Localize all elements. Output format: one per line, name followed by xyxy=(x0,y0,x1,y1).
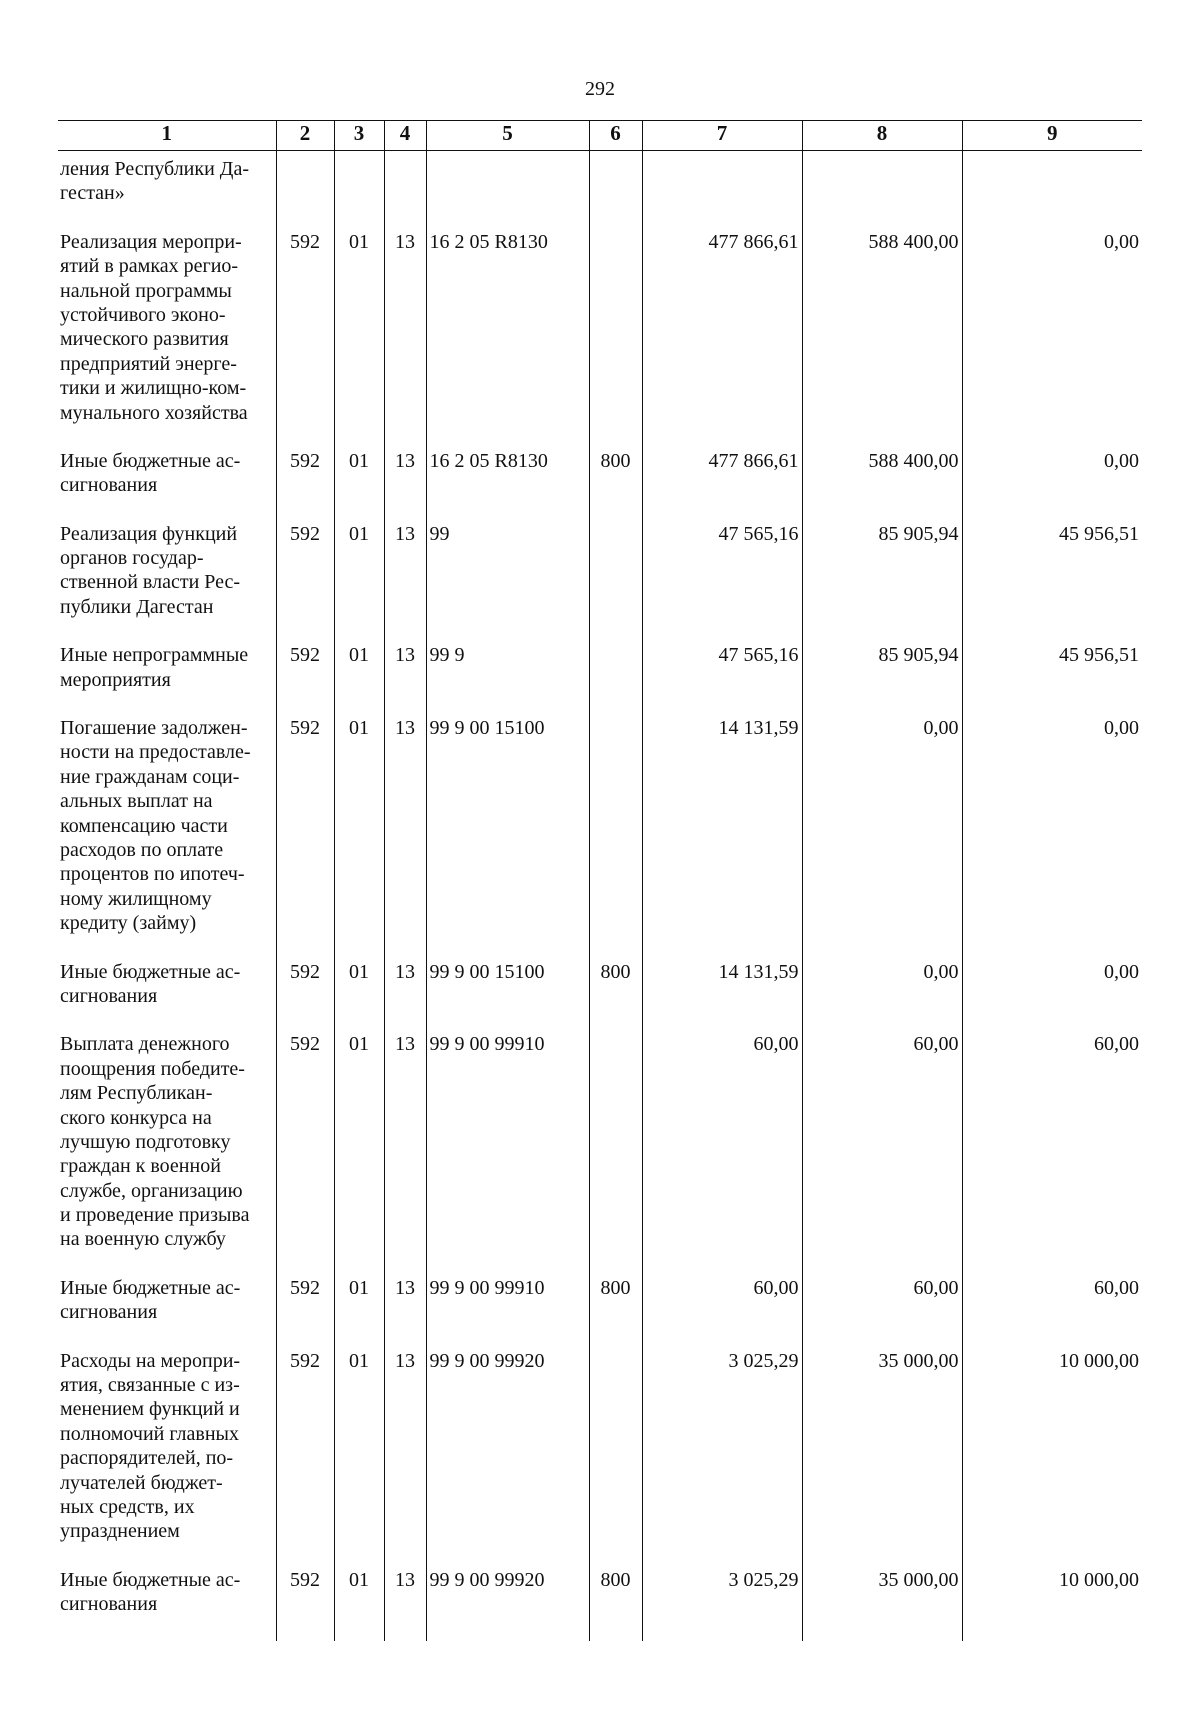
cell-col4: 13 xyxy=(384,637,426,710)
cell-col3: 01 xyxy=(334,1270,384,1343)
cell-col6: 800 xyxy=(589,1270,642,1343)
cell-col9: 0,00 xyxy=(962,954,1142,1027)
column-header-7: 7 xyxy=(642,121,802,151)
row-name-text: Иные непрограммные мероприятия xyxy=(60,644,249,691)
table-row xyxy=(58,224,1142,443)
cell-col9 xyxy=(962,151,1142,224)
cell-col4: 13 xyxy=(384,1270,426,1343)
cell-col3: 01 xyxy=(334,1562,384,1641)
cell-col6 xyxy=(589,516,642,638)
row-name-text: Реализация меропри- ятий в рамках регио- нальной программы устойчивого эконо- мического развития предприятий энерге- тики и жилищно-ком- мунального хозяйства xyxy=(60,230,248,424)
row-name-text: Иные бюджетные ас- сигнования xyxy=(60,960,241,1007)
cell-col4: 13 xyxy=(384,443,426,516)
cell-col7: 60,00 xyxy=(642,1026,802,1270)
row-name xyxy=(58,1270,276,1343)
cell-col6 xyxy=(589,1026,642,1270)
cell-col2: 592 xyxy=(276,637,334,710)
row-name xyxy=(58,637,276,710)
row-name-text: Иные бюджетные ас- сигнования xyxy=(60,449,241,497)
cell-col5: 99 9 00 99910 xyxy=(426,1026,589,1270)
cell-col3: 01 xyxy=(334,637,384,710)
cell-col6: 800 xyxy=(589,1562,642,1641)
row-name xyxy=(58,224,276,443)
cell-col5: 16 2 05 R8130 xyxy=(426,224,589,443)
cell-col7: 14 131,59 xyxy=(642,710,802,954)
cell-col7 xyxy=(642,151,802,224)
table-row xyxy=(58,151,1142,224)
cell-col8: 588 400,00 xyxy=(802,443,962,516)
cell-col9: 45 956,51 xyxy=(962,516,1142,638)
cell-col2: 592 xyxy=(276,1270,334,1343)
cell-col5: 99 xyxy=(426,516,589,638)
row-name-text: Иные бюджетные ас- сигнования xyxy=(60,1276,241,1324)
cell-col3: 01 xyxy=(334,954,384,1027)
row-name xyxy=(58,1026,276,1270)
cell-col5: 99 9 xyxy=(426,637,589,710)
cell-col4: 13 xyxy=(384,1343,426,1562)
cell-col6 xyxy=(589,224,642,443)
cell-col7: 47 565,16 xyxy=(642,637,802,710)
row-name-text: ления Республики Да- гестан» xyxy=(60,158,249,205)
cell-col5: 99 9 00 99920 xyxy=(426,1343,589,1562)
cell-col2: 592 xyxy=(276,1343,334,1562)
table-row xyxy=(58,1270,1142,1343)
cell-col9: 45 956,51 xyxy=(962,637,1142,710)
cell-col2: 592 xyxy=(276,710,334,954)
cell-col8: 35 000,00 xyxy=(802,1343,962,1562)
table-row xyxy=(58,1562,1142,1641)
cell-col2 xyxy=(276,151,334,224)
row-name xyxy=(58,1562,276,1641)
cell-col5: 16 2 05 R8130 xyxy=(426,443,589,516)
cell-col7: 477 866,61 xyxy=(642,443,802,516)
cell-col9: 0,00 xyxy=(962,710,1142,954)
cell-col5 xyxy=(426,151,589,224)
cell-col4: 13 xyxy=(384,710,426,954)
cell-col5: 99 9 00 15100 xyxy=(426,710,589,954)
cell-col8: 588 400,00 xyxy=(802,224,962,443)
column-header-4: 4 xyxy=(384,121,426,151)
cell-col4 xyxy=(384,151,426,224)
cell-col4: 13 xyxy=(384,516,426,638)
cell-col7: 60,00 xyxy=(642,1270,802,1343)
cell-col2: 592 xyxy=(276,1562,334,1641)
cell-col4: 13 xyxy=(384,1562,426,1641)
cell-col8: 60,00 xyxy=(802,1270,962,1343)
cell-col2: 592 xyxy=(276,443,334,516)
cell-col9: 60,00 xyxy=(962,1026,1142,1270)
row-name-text: Выплата денежного поощрения победите- лям Республикан- ского конкурса на лучшую подготовку граждан к военной службе, организацию и проведение призыва на военную службу xyxy=(60,1033,250,1251)
cell-col3: 01 xyxy=(334,516,384,638)
cell-col8: 35 000,00 xyxy=(802,1562,962,1641)
cell-col7: 47 565,16 xyxy=(642,516,802,638)
cell-col6 xyxy=(589,710,642,954)
page-number: 292 xyxy=(585,78,615,100)
table-row xyxy=(58,954,1142,1027)
cell-col7: 14 131,59 xyxy=(642,954,802,1027)
cell-col6 xyxy=(589,1343,642,1562)
cell-col7: 3 025,29 xyxy=(642,1562,802,1641)
cell-col6 xyxy=(589,637,642,710)
row-name xyxy=(58,1343,276,1562)
cell-col9: 0,00 xyxy=(962,224,1142,443)
row-name xyxy=(58,516,276,638)
row-name-text: Расходы на меропри- ятия, связанные с из- менением функций и полномочий главных распорядителей, по- лучателей бюджет- ных средств, их упразднением xyxy=(60,1349,241,1543)
cell-col4: 13 xyxy=(384,1026,426,1270)
row-name xyxy=(58,151,276,224)
cell-col3 xyxy=(334,151,384,224)
table-row xyxy=(58,710,1142,954)
column-header-3: 3 xyxy=(334,121,384,151)
cell-col3: 01 xyxy=(334,443,384,516)
table-row xyxy=(58,1343,1142,1562)
cell-col9: 10 000,00 xyxy=(962,1343,1142,1562)
cell-col8: 0,00 xyxy=(802,954,962,1027)
cell-col4: 13 xyxy=(384,224,426,443)
cell-col3: 01 xyxy=(334,224,384,443)
table-row xyxy=(58,637,1142,710)
cell-col8: 85 905,94 xyxy=(802,516,962,638)
column-header-8: 8 xyxy=(802,121,962,151)
table-row xyxy=(58,1026,1142,1270)
row-name xyxy=(58,443,276,516)
cell-col9: 10 000,00 xyxy=(962,1562,1142,1641)
cell-col8 xyxy=(802,151,962,224)
cell-col9: 60,00 xyxy=(962,1270,1142,1343)
cell-col4: 13 xyxy=(384,954,426,1027)
cell-col7: 3 025,29 xyxy=(642,1343,802,1562)
row-name-text: Иные бюджетные ас- сигнования xyxy=(60,1568,241,1616)
row-name xyxy=(58,954,276,1027)
cell-col5: 99 9 00 99920 xyxy=(426,1562,589,1641)
row-name-text: Реализация функций органов государ- ственной власти Рес- публики Дагестан xyxy=(60,522,241,618)
cell-col8: 85 905,94 xyxy=(802,637,962,710)
cell-col6 xyxy=(589,151,642,224)
cell-col7: 477 866,61 xyxy=(642,224,802,443)
cell-col5: 99 9 00 15100 xyxy=(426,954,589,1027)
cell-col3: 01 xyxy=(334,710,384,954)
cell-col5: 99 9 00 99910 xyxy=(426,1270,589,1343)
cell-col2: 592 xyxy=(276,516,334,638)
cell-col8: 60,00 xyxy=(802,1026,962,1270)
column-header-1: 1 xyxy=(58,121,276,151)
table-row xyxy=(58,443,1142,516)
cell-col2: 592 xyxy=(276,1026,334,1270)
column-header-5: 5 xyxy=(426,121,589,151)
column-header-2: 2 xyxy=(276,121,334,151)
cell-col3: 01 xyxy=(334,1343,384,1562)
table-row xyxy=(58,516,1142,638)
cell-col8: 0,00 xyxy=(802,710,962,954)
cell-col6: 800 xyxy=(589,443,642,516)
cell-col2: 592 xyxy=(276,224,334,443)
cell-col2: 592 xyxy=(276,954,334,1027)
column-header-6: 6 xyxy=(589,121,642,151)
row-name xyxy=(58,710,276,954)
cell-col3: 01 xyxy=(334,1026,384,1270)
cell-col6: 800 xyxy=(589,954,642,1027)
budget-table xyxy=(58,120,1142,1641)
cell-col9: 0,00 xyxy=(962,443,1142,516)
row-name-text: Погашение задолжен- ности на предоставле- ние гражданам соци- альных выплат на компенсацию части расходов по оплате процентов по ипотеч- ному жилищному кредиту (займу) xyxy=(60,717,251,935)
header-row xyxy=(58,121,1142,151)
column-header-9: 9 xyxy=(962,121,1142,151)
